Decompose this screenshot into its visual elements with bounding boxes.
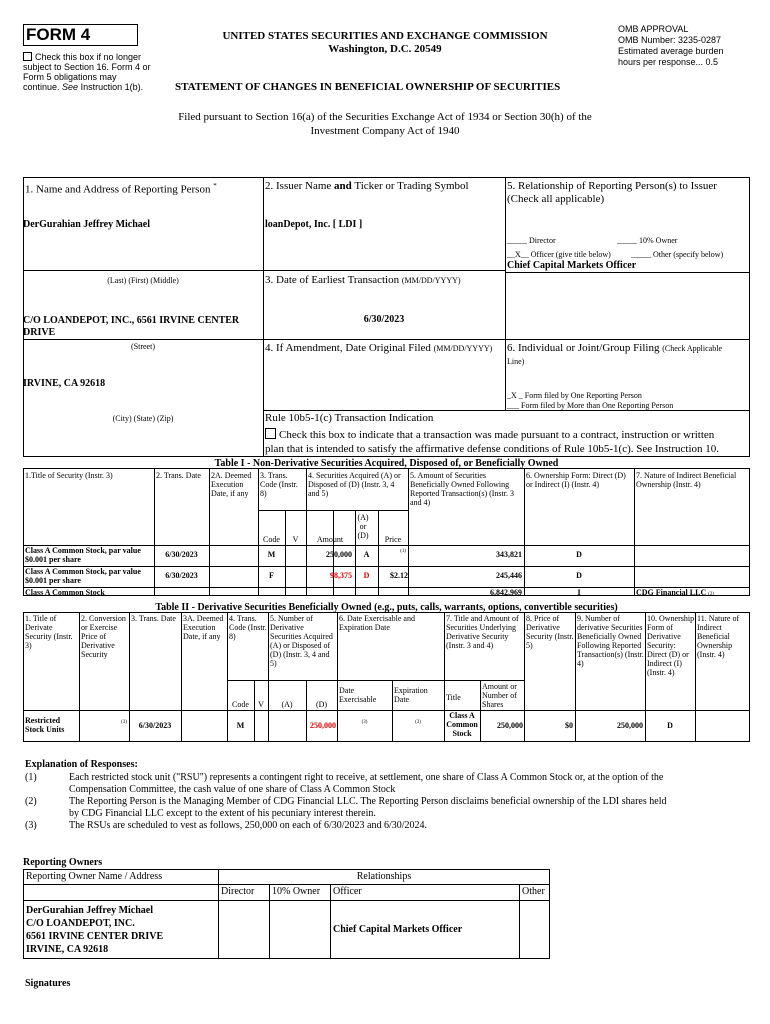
omb-number: OMB Number: 3235-0287 [618, 35, 722, 45]
section16-checkbox-text: Check this box if no longer subject to Section 16. Form 4 or Form 5 obligations may continue. See Instruction 1(b). [23, 52, 151, 92]
box5-sub: (Check all applicable) [507, 193, 605, 205]
rule-title: Rule 10b5-1(c) Transaction Indication [265, 412, 434, 424]
name-parts-label: (Last) (First) (Middle) [107, 276, 179, 285]
explanation-item: (1) Each restricted stock unit ("RSU") represents a contingent right to receive, at settlement, one share of Class A Common Stock or, at the option of the Compensation Committee, the cash value of one share of Class A Common Stock (2) The Reporting Person is the Managing Member of CDG Financial LLC. The Reporting Person disclaims beneficial ownership of the LDI shares held by CDG Financial LLC except to the extent of his pecuniary interest therein. (3) The RSUs are scheduled to vest as follows, 250,000 on each of 6/30/2023 and 6/30/2024. [25, 772, 667, 831]
t1-h1: 1.Title of Security (Instr. 3) [25, 471, 113, 480]
box4-label: 4. If Amendment, Date Original Filed (MM/DD/YYYY) [265, 342, 493, 354]
omb-approval: OMB APPROVAL [618, 24, 689, 34]
director-option: _____ Director [507, 236, 556, 245]
t2-h4: 4. Trans. Code (Instr. 8) [229, 614, 267, 641]
t2-h6: 6. Date Exercisable and Expiration Date [339, 614, 415, 632]
filed-pursuant-line1: Filed pursuant to Section 16(a) of the Securities Exchange Act of 1934 or Section 30(h) of the [178, 111, 592, 123]
t2-h11: 11. Nature of Indirect Beneficial Ownership (Instr. 4) [697, 614, 740, 659]
t2-h3: 3. Trans. Date [131, 614, 176, 623]
omb-box [618, 24, 758, 68]
rule-checkbox[interactable] [265, 428, 276, 439]
t1-h4: 4. Securities Acquired (A) or Disposed of (D) (Instr. 3, 4 and 5) [308, 471, 401, 498]
agency-city: Washington, D.C. 20549 [328, 43, 442, 55]
agency-name: UNITED STATES SECURITIES AND EXCHANGE COMMISSION [222, 30, 548, 42]
city-label: (City) (State) (Zip) [112, 414, 174, 423]
table2-title: Table II - Derivative Securities Beneficially Owned (e.g., puts, calls, warrants, options, convertible securities) [155, 602, 618, 613]
t1-h2: 2. Trans. Date [156, 471, 201, 480]
filed-pursuant-line2: Investment Company Act of 1940 [310, 125, 460, 137]
t2-h1: 1. Title of Derivate Security (Instr. 3) [25, 614, 73, 650]
table-row: Class A Common Stock, par value $0.001 per share [25, 546, 141, 564]
reporting-city: IRVINE, CA 92618 [23, 378, 106, 389]
t1-h2a: 2A. Deemed Execution Date, if any [211, 471, 252, 498]
section16-checkbox[interactable] [23, 52, 32, 61]
t1-sub-code: Code [263, 535, 280, 544]
statement-title: STATEMENT OF CHANGES IN BENEFICIAL OWNERSHIP OF SECURITIES [175, 81, 561, 93]
box6-label: 6. Individual or Joint/Group Filing (Check Applicable Line) [507, 342, 722, 366]
reporting-owner-address: DerGurahian Jeffrey Michael C/O LOANDEPOT, INC. 6561 IRVINE CENTER DRIVE IRVINE, CA 92618 [24, 901, 219, 959]
earliest-transaction-date: 6/30/2023 [363, 314, 405, 325]
t1-h6: 6. Ownership Form: Direct (D) or Indirect (I) (Instr. 4) [526, 471, 626, 489]
box2-label: 2. Issuer Name and Ticker or Trading Symbol [265, 180, 469, 192]
t2-h2: 2. Conversion or Exercise Price of Derivative Security [81, 614, 126, 659]
explanation-title: Explanation of Responses: [25, 759, 138, 770]
reporting-street: C/O LOANDEPOT, INC., 6561 IRVINE CENTER DRIVE [23, 315, 240, 338]
t1-sub-price: Price [384, 535, 402, 544]
box5-label: 5. Relationship of Reporting Person(s) to Issuer [507, 180, 717, 192]
omb-hours: hours per response... 0.5 [618, 57, 719, 67]
street-label: (Street) [131, 342, 155, 351]
t2-h5: 5. Number of Derivative Securities Acquired (A) or Disposed of (D) (Instr. 3, 4 and 5) [270, 614, 333, 668]
t2-h7: 7. Title and Amount of Securities Underlying Derivative Security (Instr. 3 and 4) [446, 614, 519, 650]
omb-burden: Estimated average burden [618, 46, 724, 56]
t1-sub-amount: Amount [316, 535, 344, 544]
table-row: Class A Common Stock [25, 588, 105, 597]
table-row: Class A Common Stock, par value $0.001 per share [25, 567, 141, 585]
t1-h5: 5. Amount of Securities Beneficially Owned Following Reported Transaction(s) (Instr. 3 and 4) [410, 471, 514, 507]
officer-title: Chief Capital Markets Officer [507, 260, 637, 271]
issuer-name: loanDepot, Inc. [ LDI ] [265, 219, 363, 230]
officer-option: __X__ Officer (give title below) [507, 250, 611, 259]
t2-h8: 8. Price of Derivative Security (Instr. 5) [526, 614, 574, 650]
t1-h3: 3. Trans. Code (Instr. 8) [260, 471, 298, 498]
t1-sub-aord: (A) or (D) [357, 513, 369, 540]
form-title: FORM 4 [26, 25, 91, 44]
box1-label: 1. Name and Address of Reporting Person * [25, 182, 217, 196]
t2-h9: 9. Number of derivative Securities Beneficially Owned Following Reported Transaction(s) (Instr. 4) [577, 614, 644, 668]
reporting-person-name: DerGurahian Jeffrey Michael [23, 219, 151, 230]
t2-h10: 10. Ownership Form of Derivative Security: Direct (D) or Indirect (I) (Instr. 4) [647, 614, 695, 677]
ten-percent-option: _____ 10% Owner [617, 236, 678, 245]
table-row: Restricted Stock Units [25, 716, 65, 734]
other-option: _____ Other (specify below) [631, 250, 724, 259]
reporting-owners-table: Reporting Owner Name / Address Relationships Director 10% Owner Officer Other DerGurahian Jeffrey Michael C/O LOANDEPOT, INC. 6561 IRVINE CENTER DRIVE IRVINE, CA 92618 Chief Capital Markets Officer [23, 869, 550, 959]
reporting-owners-title: Reporting Owners [23, 857, 103, 868]
filing-option-one: _X _ Form filed by One Reporting Person [507, 391, 642, 400]
t2-h3a: 3A. Deemed Execution Date, if any [183, 614, 224, 641]
rule-text: Check this box to indicate that a transaction was made pursuant to a contract, instruction or written plan that is intended to satisfy the affirmative defense conditions of Rule 10b5-1(c). See Instruction 10. [265, 429, 720, 455]
t1-h7: 7. Nature of Indirect Beneficial Ownership (Instr. 4) [636, 471, 737, 489]
box3-label: 3. Date of Earliest Transaction (MM/DD/YYYY) [265, 274, 461, 286]
t1-sub-v: V [292, 535, 299, 544]
filing-option-more: ___ Form filed by More than One Reporting Person [507, 401, 674, 410]
table1-title: Table I - Non-Derivative Securities Acquired, Disposed of, or Beneficially Owned [214, 458, 559, 469]
signatures-title: Signatures [25, 978, 71, 989]
